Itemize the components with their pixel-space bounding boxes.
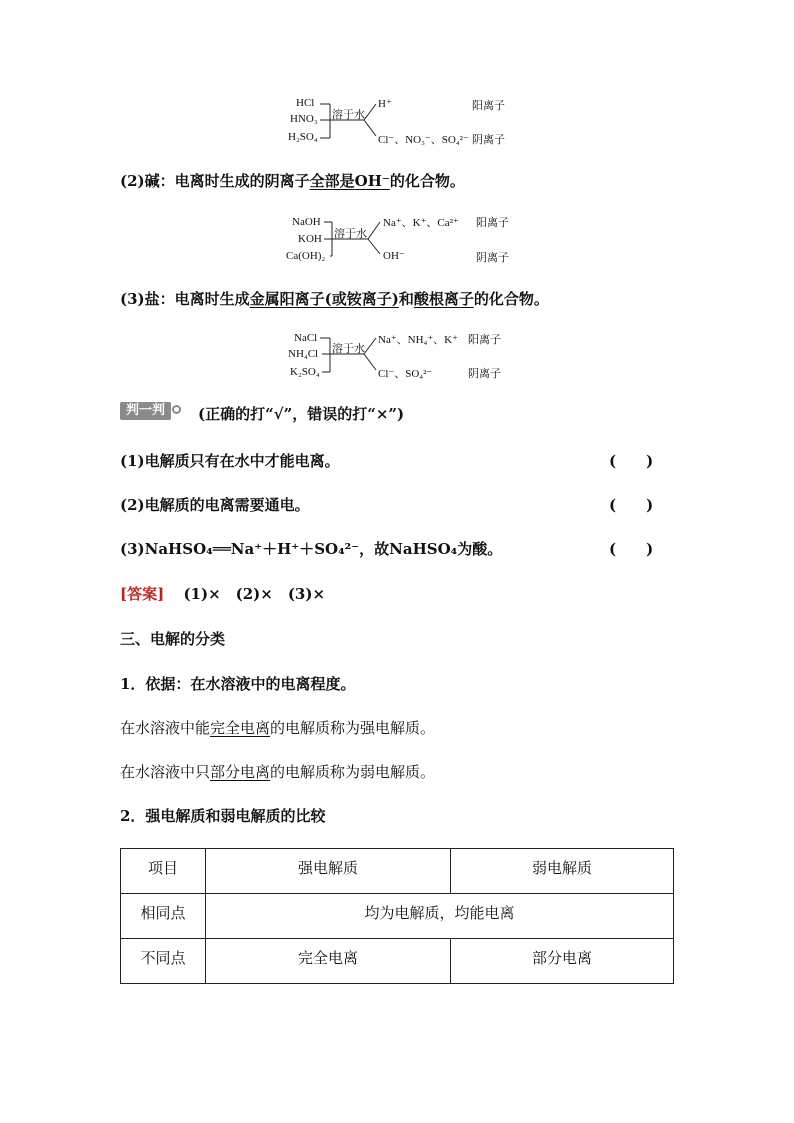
acid-formula-h2so4: H₂SO₄ [288, 131, 318, 143]
strong-underline: 完全电离 [210, 719, 271, 737]
base-condition: 溶于水 [334, 228, 367, 240]
table-cell-same: 均为电解质，均能电离 [206, 894, 674, 939]
classification-basis: 1．依据：在水溶液中的电离程度。 [120, 675, 356, 693]
judge-item-3: (3)NaHSO₄══Na⁺＋H⁺＋SO₄²⁻，故NaHSO₄为酸。 [120, 540, 503, 558]
acid-formula-hno3: HNO₃ [290, 113, 318, 125]
table-row-label-same: 相同点 [121, 894, 206, 939]
table-header-weak: 弱电解质 [451, 849, 674, 894]
comparison-table [120, 848, 674, 984]
table-row [121, 894, 674, 939]
salt-formula-nacl: NaCl [294, 332, 318, 344]
acid-cation: H⁺ [378, 98, 392, 110]
salt-formula-nh4cl: NH₄Cl [288, 348, 319, 360]
judge-badge: 判一判 [120, 402, 171, 420]
comparison-heading: 2．强电解质和弱电解质的比较 [120, 807, 326, 825]
judge-instruction: (正确的打“√”，错误的打“×”) [198, 405, 405, 423]
salt-cation-label: 阳离子 [468, 334, 501, 346]
table-header-row [121, 849, 674, 894]
salt-underline-cation: 金属阳离子(或铵离子) [249, 290, 399, 308]
acid-condition: 溶于水 [332, 109, 365, 121]
base-ionization-diagram [286, 214, 526, 266]
base-underline-all: 全部是 [309, 172, 355, 190]
salt-definition: (3)盐：电离时生成金属阳离子(或铵离子)和酸根离子的化合物。 [120, 290, 549, 308]
base-formula-naoh: NaOH [292, 216, 321, 228]
salt-formula-k2so4: K₂SO₄ [290, 366, 320, 378]
base-anion-label: 阴离子 [476, 252, 509, 264]
judge-answer-blank-3[interactable]: ( ) [609, 540, 654, 558]
base-cations: Na⁺、K⁺、Ca²⁺ [383, 217, 459, 229]
strong-electrolyte-definition: 在水溶液中能完全电离的电解质称为强电解质。 [120, 719, 436, 737]
base-underline-oh: OH⁻ [354, 172, 390, 190]
acid-ionization-diagram [286, 96, 526, 148]
salt-anion-label: 阴离子 [468, 368, 501, 380]
base-definition: (2)碱：电离时生成的阴离子全部是OH⁻的化合物。 [120, 172, 465, 190]
answer-line [120, 583, 325, 604]
salt-anions: Cl⁻、SO₄²⁻ [378, 368, 433, 380]
circle-bullet-icon [172, 405, 181, 414]
section-heading: 三、电解的分类 [120, 630, 226, 648]
table-cell-weak: 部分电离 [451, 939, 674, 984]
answer-text: (1)× (2)× (3)× [183, 585, 326, 603]
table-header-strong: 强电解质 [206, 849, 451, 894]
salt-ionization-diagram [288, 330, 528, 382]
acid-formula-hcl: HCl [296, 97, 315, 109]
table-cell-strong: 完全电离 [206, 939, 451, 984]
judge-item-1: (1)电解质只有在水中才能电离。 [120, 452, 340, 470]
weak-electrolyte-definition: 在水溶液中只部分电离的电解质称为弱电解质。 [120, 763, 436, 781]
base-formula-caoh2: Ca(OH)₂ [286, 250, 326, 262]
judge-answer-blank-2[interactable]: ( ) [609, 496, 654, 514]
acid-cation-label: 阳离子 [472, 100, 505, 112]
judge-item-2: (2)电解质的电离需要通电。 [120, 496, 310, 514]
judge-answer-blank-1[interactable]: ( ) [609, 452, 654, 470]
salt-cations: Na⁺、NH₄⁺、K⁺ [378, 334, 458, 346]
base-cation-label: 阳离子 [476, 217, 509, 229]
table-header-item: 项目 [121, 849, 206, 894]
acid-anion-label: 阴离子 [472, 134, 505, 146]
table-row-label-diff: 不同点 [121, 939, 206, 984]
answer-label: [答案] [120, 585, 165, 603]
base-anion: OH⁻ [383, 250, 405, 262]
weak-underline: 部分电离 [210, 763, 271, 781]
salt-underline-acid-radical: 酸根离子 [413, 290, 474, 308]
base-formula-koh: KOH [298, 233, 322, 245]
table-row [121, 939, 674, 984]
salt-condition: 溶于水 [332, 343, 365, 355]
acid-anions: Cl⁻、NO₃⁻、SO₄²⁻ [378, 134, 469, 146]
